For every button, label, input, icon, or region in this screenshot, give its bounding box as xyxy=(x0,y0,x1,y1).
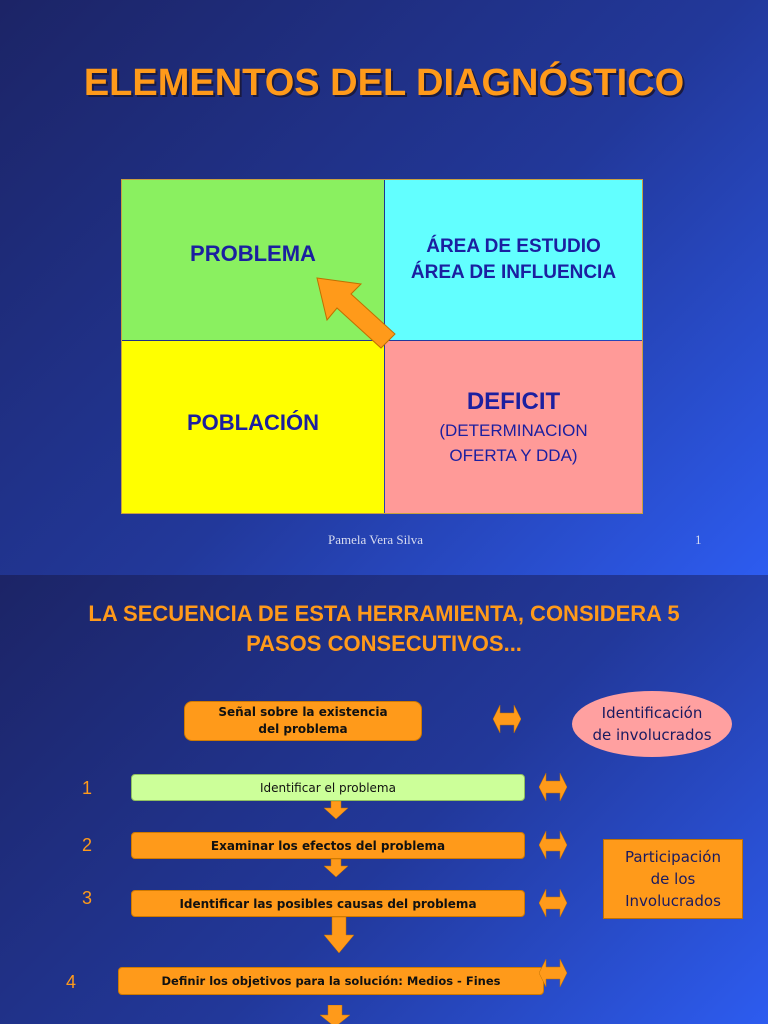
cell-poblacion xyxy=(122,341,384,513)
slide-2 xyxy=(0,575,768,1024)
identificacion-line-2: de involucrados xyxy=(592,726,712,744)
arrow-up-left-icon xyxy=(305,270,405,352)
step-3-box xyxy=(131,890,525,917)
double-arrow-icon xyxy=(493,699,521,739)
signal-box xyxy=(184,701,422,741)
slide-2-title-line-2: PASOS CONSECUTIVOS... xyxy=(246,631,522,656)
deficit-detail-2: OFERTA Y DDA) xyxy=(449,446,578,465)
participacion-box xyxy=(603,839,743,919)
participacion-line-3: Involucrados xyxy=(625,892,721,910)
double-arrow-icon xyxy=(539,825,567,865)
step-4-label: Definir los objetivos para la solución: Medios - Fines xyxy=(161,974,501,988)
step-1-label: Identificar el problema xyxy=(260,780,396,795)
area-influencia-label: ÁREA DE INFLUENCIA xyxy=(410,262,617,283)
participacion-line-1: Participación xyxy=(624,848,721,866)
down-arrow-icon xyxy=(320,1005,350,1024)
footer-page-number: 1 xyxy=(695,532,702,547)
step-4-box xyxy=(118,967,544,995)
deficit-label: DEFICIT xyxy=(466,388,561,415)
cell-deficit xyxy=(385,341,642,513)
double-arrow-icon xyxy=(539,953,567,993)
step-3-label: Identificar las posibles causas del problema xyxy=(179,896,477,911)
double-arrow-icon xyxy=(539,767,567,807)
cell-area xyxy=(385,180,642,340)
cell-poblacion-label: POBLACIÓN xyxy=(187,410,319,435)
step-4-number: 4 xyxy=(66,972,77,992)
slide-2-title xyxy=(0,599,768,659)
step-1-box xyxy=(131,774,525,801)
step-2-number: 2 xyxy=(82,835,93,855)
cell-problema-label: PROBLEMA xyxy=(190,241,316,266)
down-arrow-icon xyxy=(324,801,348,819)
identificacion-oval xyxy=(572,691,732,757)
step-2-label: Examinar los efectos del problema xyxy=(210,838,446,853)
signal-line-2: del problema xyxy=(258,722,348,736)
participacion-line-2: de los xyxy=(650,870,696,888)
identificacion-line-1: Identificación xyxy=(601,704,703,722)
area-estudio-label: ÁREA DE ESTUDIO xyxy=(426,236,601,257)
deficit-detail-1: (DETERMINACION xyxy=(439,421,588,440)
step-3-number: 3 xyxy=(82,888,93,908)
slide-1-title: ELEMENTOS DEL DIAGNÓSTICO xyxy=(83,62,685,104)
down-arrow-icon xyxy=(324,917,354,953)
step-2-box xyxy=(131,832,525,859)
slide-2-title-line-1: LA SECUENCIA DE ESTA HERRAMIENTA, CONSIDERA 5 xyxy=(88,601,680,626)
footer-author: Pamela Vera Silva xyxy=(328,532,424,547)
signal-line-1: Señal sobre la existencia xyxy=(218,705,388,719)
down-arrow-icon xyxy=(324,859,348,877)
step-1-number: 1 xyxy=(82,778,93,798)
double-arrow-icon xyxy=(539,883,567,923)
